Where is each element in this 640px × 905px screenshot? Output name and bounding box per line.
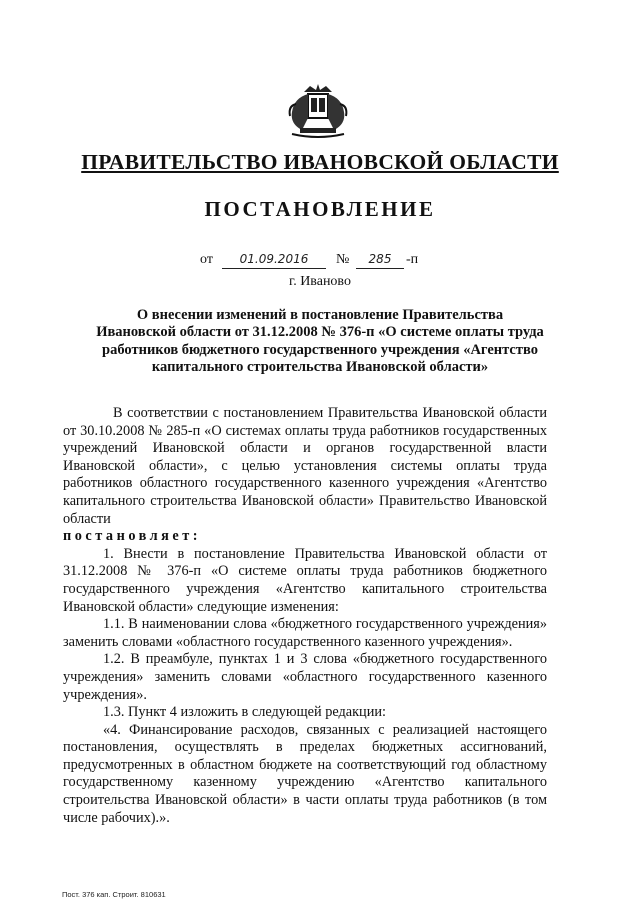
heading-line: Ивановской области от 31.12.2008 № 376-п «О системе оплаты труда xyxy=(96,324,544,341)
number-label: № xyxy=(336,252,350,267)
resolves-text: постановляет: xyxy=(63,528,202,545)
paragraph-1-3: 1.3. Пункт 4 изложить в следующей редакции: xyxy=(103,704,386,721)
paragraph-1-2: 1.2. В преамбуле, пунктах 1 и 3 слова «бюджетного государственного учреждения» заменить словами «областного государственного казенного учреждения». xyxy=(63,651,547,703)
intro-paragraph: В соответствии с постановлением Правительства Ивановской области от 30.10.2008 № 285-п «О системах оплаты труда работников государственных учреждений Ивановской области и органов государственной власти Ивановской области», с целью установления системы оплаты труда работников областного государственного казенного учреждения «Агентство капитального строительства Ивановской области» Правительство Ивановской области xyxy=(63,405,547,527)
date-field: 01.09.2016 xyxy=(222,250,326,269)
document-body xyxy=(63,405,547,827)
date-prefix: от xyxy=(200,252,213,267)
heading-line: О внесении изменений в постановление Правительства xyxy=(136,307,504,323)
city: г. Иваново xyxy=(289,274,351,289)
heading-line: работников бюджетного государственного учреждения «Агентство xyxy=(102,341,538,358)
number-field: 285 xyxy=(356,250,404,269)
document-type: ПОСТАНОВЛЕНИЕ xyxy=(204,197,436,221)
quoted-paragraph: «4. Финансирование расходов, связанных с реализацией настоящего постановления, осуществлять в пределах бюджетных ассигнований, предусмотренных в областном бюджете на соответствующий год областному государственному казенному учреждению «Агентство капитального строительства Ивановской области» в части оплаты труда работников (в том числе рабочих).». xyxy=(63,721,547,826)
government-name: ПРАВИТЕЛЬСТВО ИВАНОВСКОЙ ОБЛАСТИ xyxy=(81,150,559,174)
resolution-heading xyxy=(70,307,570,377)
number-suffix: -п xyxy=(406,252,419,267)
heading-line: капитального строительства Ивановской области» xyxy=(151,359,489,376)
coat-of-arms-emblem xyxy=(282,82,354,140)
date-number-line xyxy=(200,250,460,272)
paragraph-1-1: 1.1. В наименовании слова «бюджетного государственного учреждения» заменить словами «областного государственного казенного учреждения». xyxy=(63,616,547,650)
resolves-word xyxy=(63,528,547,546)
paragraph-1: 1. Внести в постановление Правительства Ивановской области от 31.12.2008 № 376-п «О системе оплаты труда работников бюджетного государственного учреждения «Агентство капитального строительства Ивановской области» следующие изменения: xyxy=(63,545,547,615)
footer-reference: Пост. 376 кап. Строит. 810631 xyxy=(62,890,166,899)
